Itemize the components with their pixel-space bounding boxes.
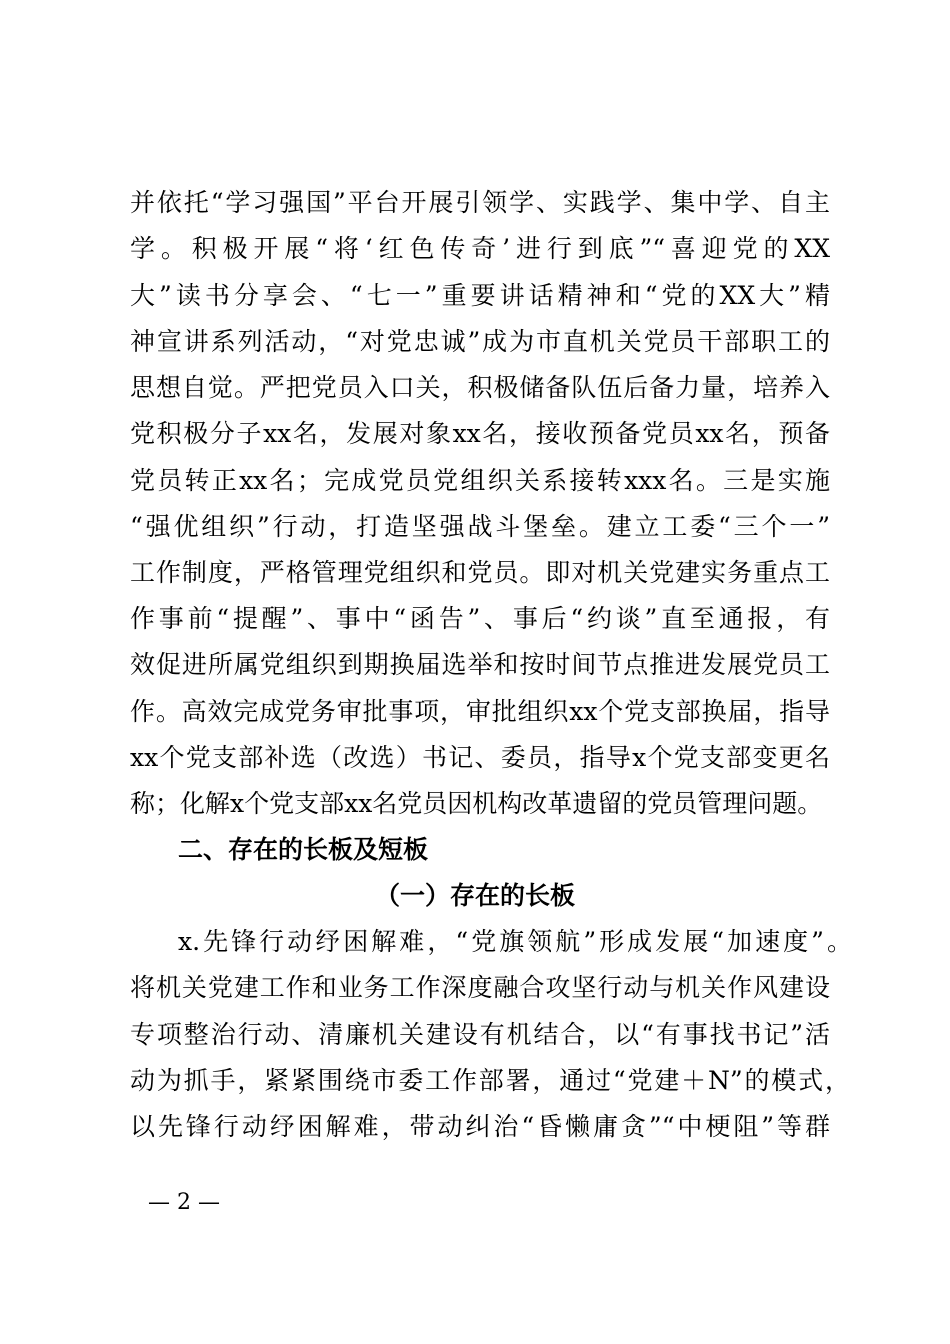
text-line: 专项整治行动、清廉机关建设有机结合，以“有事找书记”活 — [130, 1020, 830, 1049]
text-line: 以先锋行动纾困解难，带动纠治“昏懒庸贪”“中梗阻”等群 — [130, 1112, 830, 1141]
text-line: 并依托“学习强国”平台开展引领学、实践学、集中学、自主 — [130, 188, 830, 217]
text-line: 大”读书分享会、“七一”重要讲话精神和“党的XX大”精 — [130, 281, 830, 310]
text-line: 作事前“提醒”、事中“函告”、事后“约谈”直至通报，有 — [130, 604, 830, 633]
text-line: 学。积极开展“将‘红色传奇’进行到底”“喜迎党的XX — [130, 234, 830, 263]
subsection-heading: （一）存在的长板 — [374, 881, 575, 910]
text-line: “强优组织”行动，打造坚强战斗堡垒。建立工委“三个一” — [130, 512, 830, 541]
text-line: 思想自觉。严把党员入口关，积极储备队伍后备力量，培养入 — [130, 373, 830, 402]
text-line: 党员转正xx名；完成党员党组织关系接转xxx名。三是实施 — [130, 466, 830, 495]
text-line: 工作制度，严格管理党组织和党员。即对机关党建实务重点工 — [130, 558, 830, 587]
text-line: 党积极分子xx名，发展对象xx名，接收预备党员xx名，预备 — [130, 419, 830, 448]
text-line: 称；化解x个党支部xx名党员因机构改革遗留的党员管理问题。 — [130, 789, 823, 818]
page-number: — 2 — — [148, 1190, 220, 1215]
text-line: 作。高效完成党务审批事项，审批组织xx个党支部换届，指导 — [130, 697, 830, 726]
text-line: xx个党支部补选（改选）书记、委员，指导x个党支部变更名 — [130, 743, 830, 772]
section-heading: 二、存在的长板及短板 — [178, 835, 429, 864]
text-line: x.先锋行动纾困解难，“党旗领航”形成发展“加速度”。 — [178, 927, 852, 956]
text-line: 动为抓手，紧紧围绕市委工作部署，通过“党建＋N”的模式， — [130, 1066, 850, 1095]
text-line: 效促进所属党组织到期换届选举和按时间节点推进发展党员工 — [130, 650, 830, 679]
text-line: 神宣讲系列活动，“对党忠诚”成为市直机关党员干部职工的 — [130, 327, 830, 356]
text-line: 将机关党建工作和业务工作深度融合攻坚行动与机关作风建设 — [130, 973, 830, 1002]
